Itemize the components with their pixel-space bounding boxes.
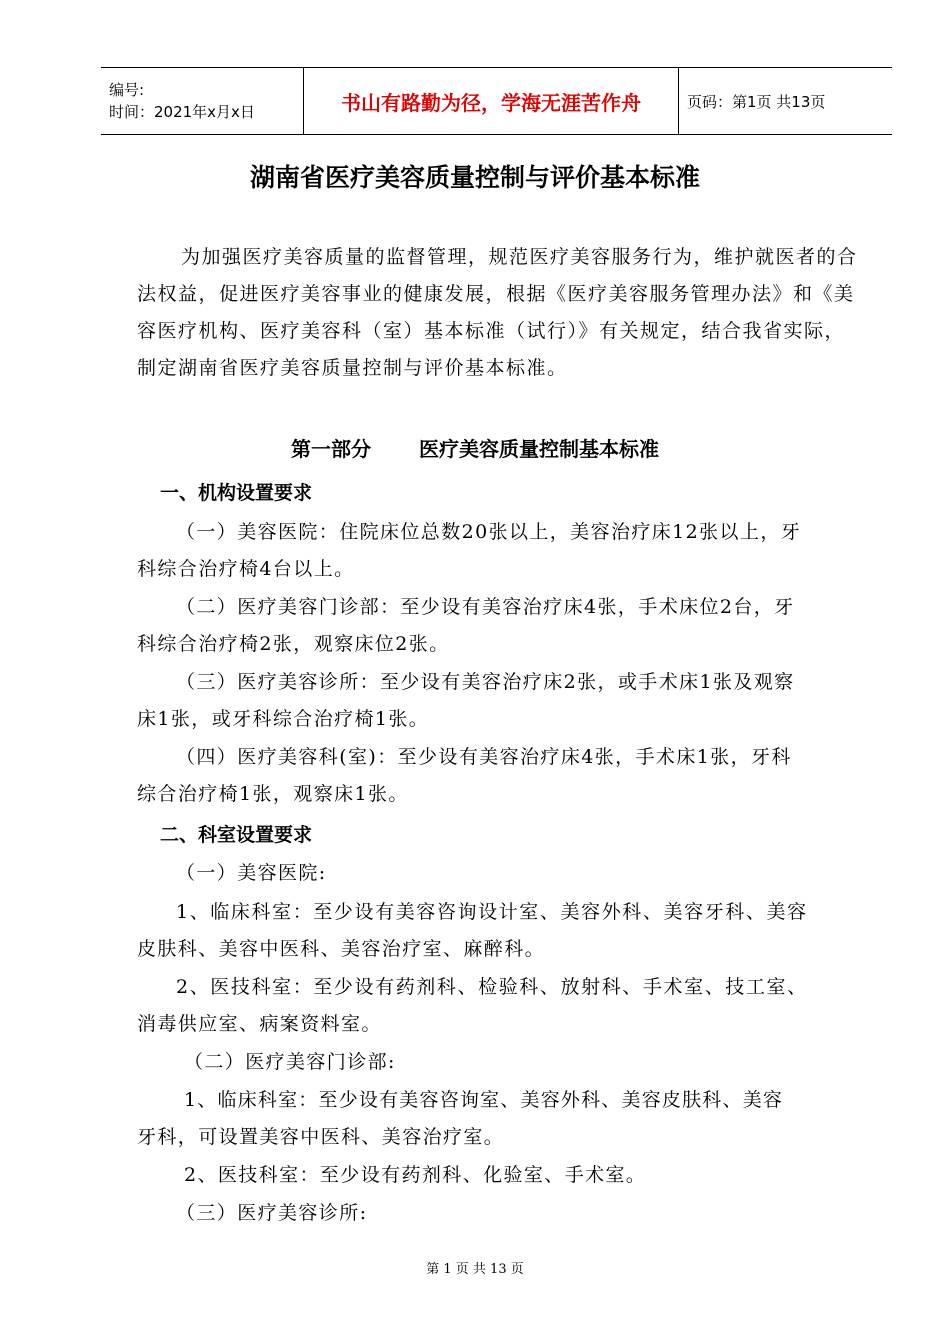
- page-footer: 第 1 页 共 13 页: [426, 1262, 524, 1277]
- text-line: （三）医疗美容诊所：至少设有美容治疗床2张，或手术床1张及观察: [176, 671, 795, 693]
- document-title: 湖南省医疗美容质量控制与评价基本标准: [249, 163, 700, 192]
- text-line: 床1张，或牙科综合治疗椅1张。: [137, 708, 430, 730]
- page-header: [101, 67, 892, 135]
- document-time-label: 时间：2021年x月x日: [109, 103, 255, 121]
- part-name: 医疗美容质量控制基本标准: [419, 437, 659, 461]
- header-meta: [101, 68, 304, 134]
- document-number-label: 编号:: [109, 81, 145, 99]
- header-page-number: 页码：第1页 共13页: [687, 92, 826, 111]
- header-motto: 书山有路勤为径，学海无涯苦作舟: [341, 90, 641, 115]
- text-line: （二）医疗美容门诊部：至少设有美容治疗床4张，手术床位2台，牙: [176, 596, 795, 618]
- text-line: 科综合治疗椅4台以上。: [137, 558, 355, 580]
- part-title: [0, 433, 950, 462]
- text-line: 2、医技科室：至少设有药剂科、化验室、手术室。: [184, 1164, 647, 1186]
- intro-paragraph: 为加强医疗美容质量的监督管理，规范医疗美容服务行为，维护就医者的合法权益，促进医疗美容事业的健康发展，根据《医疗美容服务管理办法》和《美容医疗机构、医疗美容科（室）基本标准（试行）》有关规定，结合我省实际，制定湖南省医疗美容质量控制与评价基本标准。: [137, 246, 858, 379]
- part-label: 第一部分: [291, 437, 371, 461]
- text-line: （一）美容医院：住院床位总数20张以上，美容治疗床12张以上，牙: [176, 521, 802, 543]
- text-line: 消毒供应室、病案资料室。: [137, 1013, 382, 1035]
- text-line: 牙科，可设置美容中医科、美容治疗室。: [137, 1126, 505, 1148]
- section-heading-institution: 一、机构设置要求: [160, 482, 313, 504]
- text-line: （三）医疗美容诊所:: [176, 1202, 368, 1224]
- section-heading-departments: 二、科室设置要求: [160, 824, 313, 846]
- text-line: 皮肤科、美容中医科、美容治疗室、麻醉科。: [137, 938, 546, 960]
- text-line: 1、临床科室：至少设有美容咨询室、美容外科、美容皮肤科、美容: [184, 1089, 784, 1111]
- header-page-cell: [679, 68, 892, 134]
- text-line: （一）美容医院:: [176, 862, 327, 884]
- text-line: （二）医疗美容门诊部:: [184, 1051, 396, 1073]
- text-line: 综合治疗椅1张，观察床1张。: [137, 783, 409, 805]
- text-line: 2、医技科室：至少设有药剂科、检验科、放射科、手术室、技工室、: [176, 976, 808, 998]
- text-line: （四）医疗美容科(室)：至少设有美容治疗床4张，手术床1张，牙科: [176, 746, 792, 768]
- text-line: 1、临床科室：至少设有美容咨询设计室、美容外科、美容牙科、美容: [176, 901, 808, 923]
- text-line: 科综合治疗椅2张，观察床位2张。: [137, 633, 450, 655]
- header-motto-cell: [304, 68, 679, 134]
